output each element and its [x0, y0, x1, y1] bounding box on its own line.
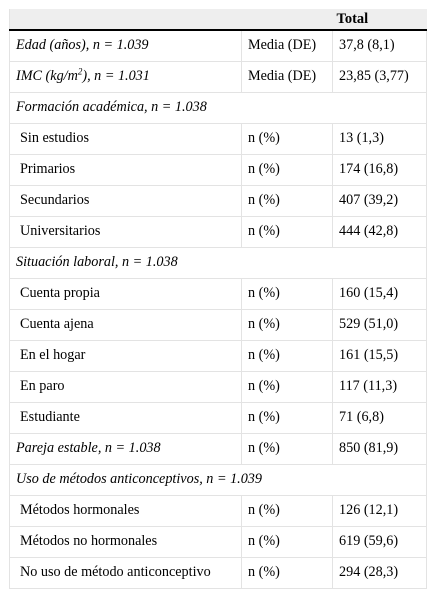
row-stat: n (%): [242, 278, 333, 309]
table-row-no-uso: [10, 557, 427, 588]
row-label: [10, 61, 242, 92]
row-stat: n (%): [242, 154, 333, 185]
table-row-cuenta-ajena: [10, 309, 427, 340]
row-value: 13 (1,3): [333, 123, 427, 154]
row-label: En el hogar: [10, 340, 242, 371]
row-value: 444 (42,8): [333, 216, 427, 247]
row-stat: n (%): [242, 557, 333, 588]
row-stat: n (%): [242, 433, 333, 464]
row-value: 126 (12,1): [333, 495, 427, 526]
section-label: Uso de métodos anticonceptivos, n = 1.039: [10, 464, 427, 495]
row-label: No uso de método anticonceptivo: [10, 557, 242, 588]
row-label: Métodos no hormonales: [10, 526, 242, 557]
row-stat: n (%): [242, 402, 333, 433]
row-label: Pareja estable, n = 1.038: [10, 433, 242, 464]
row-value: 529 (51,0): [333, 309, 427, 340]
section-label: Formación académica, n = 1.038: [10, 92, 427, 123]
row-value: 23,85 (3,77): [333, 61, 427, 92]
row-stat: Media (DE): [242, 61, 333, 92]
row-value: 37,8 (8,1): [333, 30, 427, 61]
table-row-cuenta-propia: [10, 278, 427, 309]
row-stat: n (%): [242, 309, 333, 340]
row-label-text: ), n = 1.031: [82, 68, 150, 84]
row-stat: n (%): [242, 123, 333, 154]
row-value: 161 (15,5): [333, 340, 427, 371]
row-label: Cuenta propia: [10, 278, 242, 309]
row-label: Sin estudios: [10, 123, 242, 154]
row-label-superscript: 2: [77, 66, 83, 77]
row-stat: n (%): [242, 371, 333, 402]
row-stat: n (%): [242, 340, 333, 371]
row-label: Estudiante: [10, 402, 242, 433]
demographics-table: [9, 9, 427, 589]
row-label: Secundarios: [10, 185, 242, 216]
row-stat: n (%): [242, 526, 333, 557]
row-value: 117 (11,3): [333, 371, 427, 402]
table-row-paro: [10, 371, 427, 402]
header-row: [10, 9, 427, 30]
row-label: Edad (años), n = 1.039: [10, 30, 242, 61]
header-total: Total: [333, 9, 427, 30]
header-empty-cell: [242, 9, 333, 30]
table-row-secundarios: [10, 185, 427, 216]
row-stat: n (%): [242, 185, 333, 216]
table-row-sin-estudios: [10, 123, 427, 154]
table-row-hormonales: [10, 495, 427, 526]
row-stat: n (%): [242, 495, 333, 526]
table-row-primarios: [10, 154, 427, 185]
header-empty-cell: [10, 9, 242, 30]
row-value: 71 (6,8): [333, 402, 427, 433]
row-label: Universitarios: [10, 216, 242, 247]
section-label: Situación laboral, n = 1.038: [10, 247, 427, 278]
row-label: En paro: [10, 371, 242, 402]
row-label: Primarios: [10, 154, 242, 185]
row-label: Cuenta ajena: [10, 309, 242, 340]
table-row-pareja: [10, 433, 427, 464]
table-row-imc: [10, 61, 427, 92]
section-row-formacion: [10, 92, 427, 123]
row-stat: Media (DE): [242, 30, 333, 61]
table-row-edad: [10, 30, 427, 61]
row-label-text: IMC (kg/m: [16, 68, 78, 84]
table-row-estudiante: [10, 402, 427, 433]
section-row-situacion: [10, 247, 427, 278]
row-label: Métodos hormonales: [10, 495, 242, 526]
row-value: 160 (15,4): [333, 278, 427, 309]
row-value: 850 (81,9): [333, 433, 427, 464]
table-row-hogar: [10, 340, 427, 371]
row-value: 174 (16,8): [333, 154, 427, 185]
table-row-no-hormonales: [10, 526, 427, 557]
row-stat: n (%): [242, 216, 333, 247]
table-row-universitarios: [10, 216, 427, 247]
row-value: 407 (39,2): [333, 185, 427, 216]
row-value: 294 (28,3): [333, 557, 427, 588]
row-value: 619 (59,6): [333, 526, 427, 557]
section-row-metodos: [10, 464, 427, 495]
